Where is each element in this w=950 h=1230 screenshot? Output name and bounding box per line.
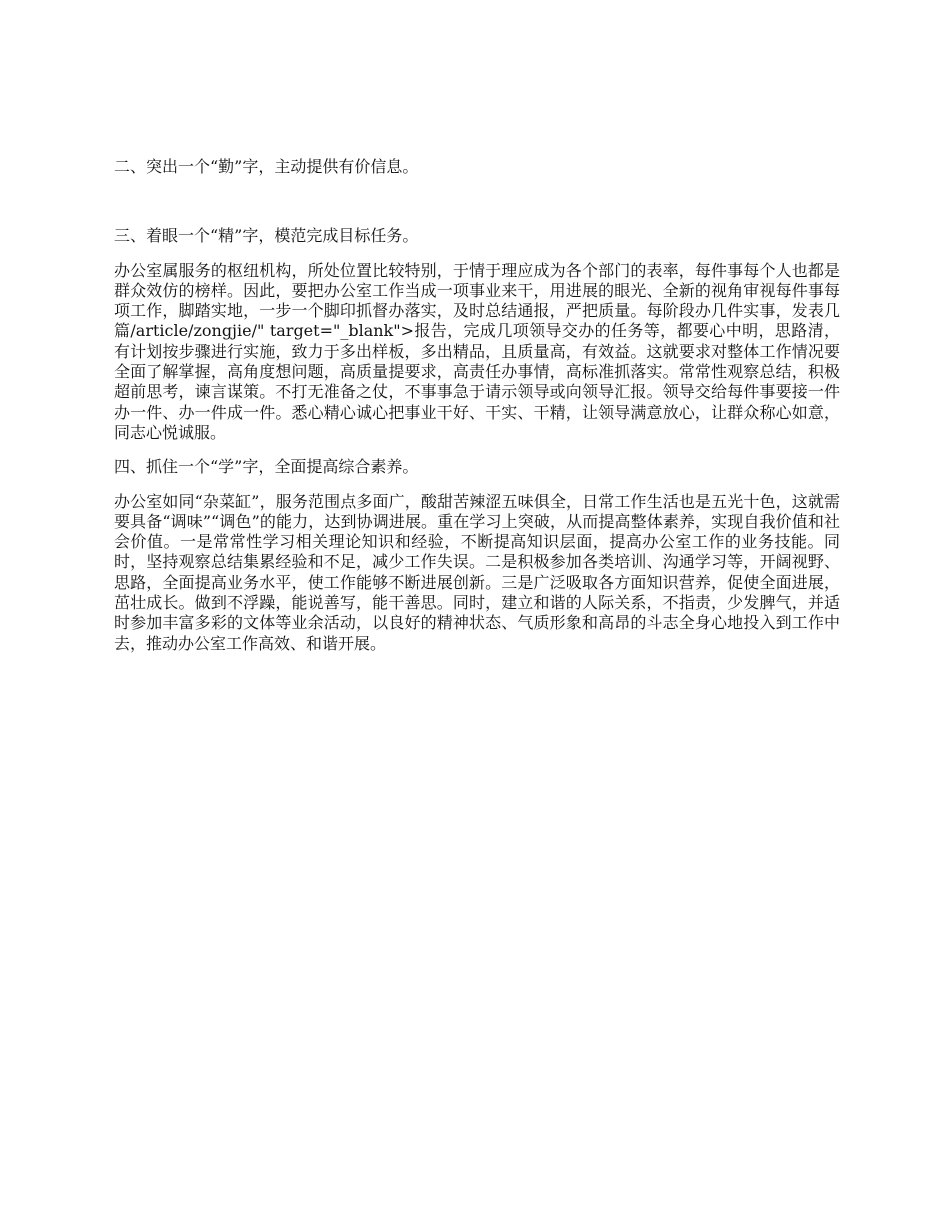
section-heading-2: 二、突出一个“勤”字，主动提供有价信息。 <box>114 157 419 176</box>
section-heading-3: 三、着眼一个“精”字，模范完成目标任务。 <box>114 226 419 246</box>
section-paragraph-3: 办公室属服务的枢纽机构，所处位置比较特别，于情于理应成为各个部门的表率，每件事每个人也都是群众效仿的榜样。因此，要把办公室工作当成一项事业来干，用进展的眼光、全新的视角审视每件事每项工作，脚踏实地，一步一个脚印抓督办落实，及时总结通报，严把质量。每阶段办几件实事，发表几篇/article/zongjie/" target="_blank">报告，完成几项领导交办的任务等，都要心中明，思路清，有计划按步骤进行实施，致力于多出样板，多出精品，且质量高，有效益。这就要求对整体工作情况要全面了解掌握，高角度想问题，高质量提要求，高责任办事情，高标准抓落实。常常性观察总结，积极超前思考，谏言谋策。不打无准备之仗，不事事急于请示领导或向领导汇报。领导交给每件事要接一件办一件、办一件成一件。悉心精心诚心把事业干好、干实、干精，让领导满意放心，让群众称心如意，同志心悦诚服。 <box>114 260 840 442</box>
section-heading-4: 四、抓住一个“学”字，全面提高综合素养。 <box>114 457 419 477</box>
document-body <box>114 157 840 654</box>
section-paragraph-4: 办公室如同“杂菜缸”，服务范围点多面广，酸甜苦辣涩五味俱全，日常工作生活也是五光十色，这就需要具备“调味”“调色”的能力，达到协调进展。重在学习上突破，从而提高整体素养，实现自我价值和社会价值。一是常常性学习相关理论知识和经验，不断提高知识层面，提高办公室工作的业务技能。同时，坚持观察总结集累经验和不足，减少工作失误。二是积极参加各类培训、沟通学习等，开阔视野、思路，全面提高业务水平，使工作能够不断进展创新。三是广泛吸取各方面知识营养，促使全面进展，茁壮成长。做到不浮躁，能说善写，能干善思。同时，建立和谐的人际关系，不指责，少发脾气，并适时参加丰富多彩的文体等业余活动，以良好的精神状态、气质形象和高昂的斗志全身心地投入到工作中去，推动办公室工作高效、和谐开展。 <box>114 491 840 653</box>
